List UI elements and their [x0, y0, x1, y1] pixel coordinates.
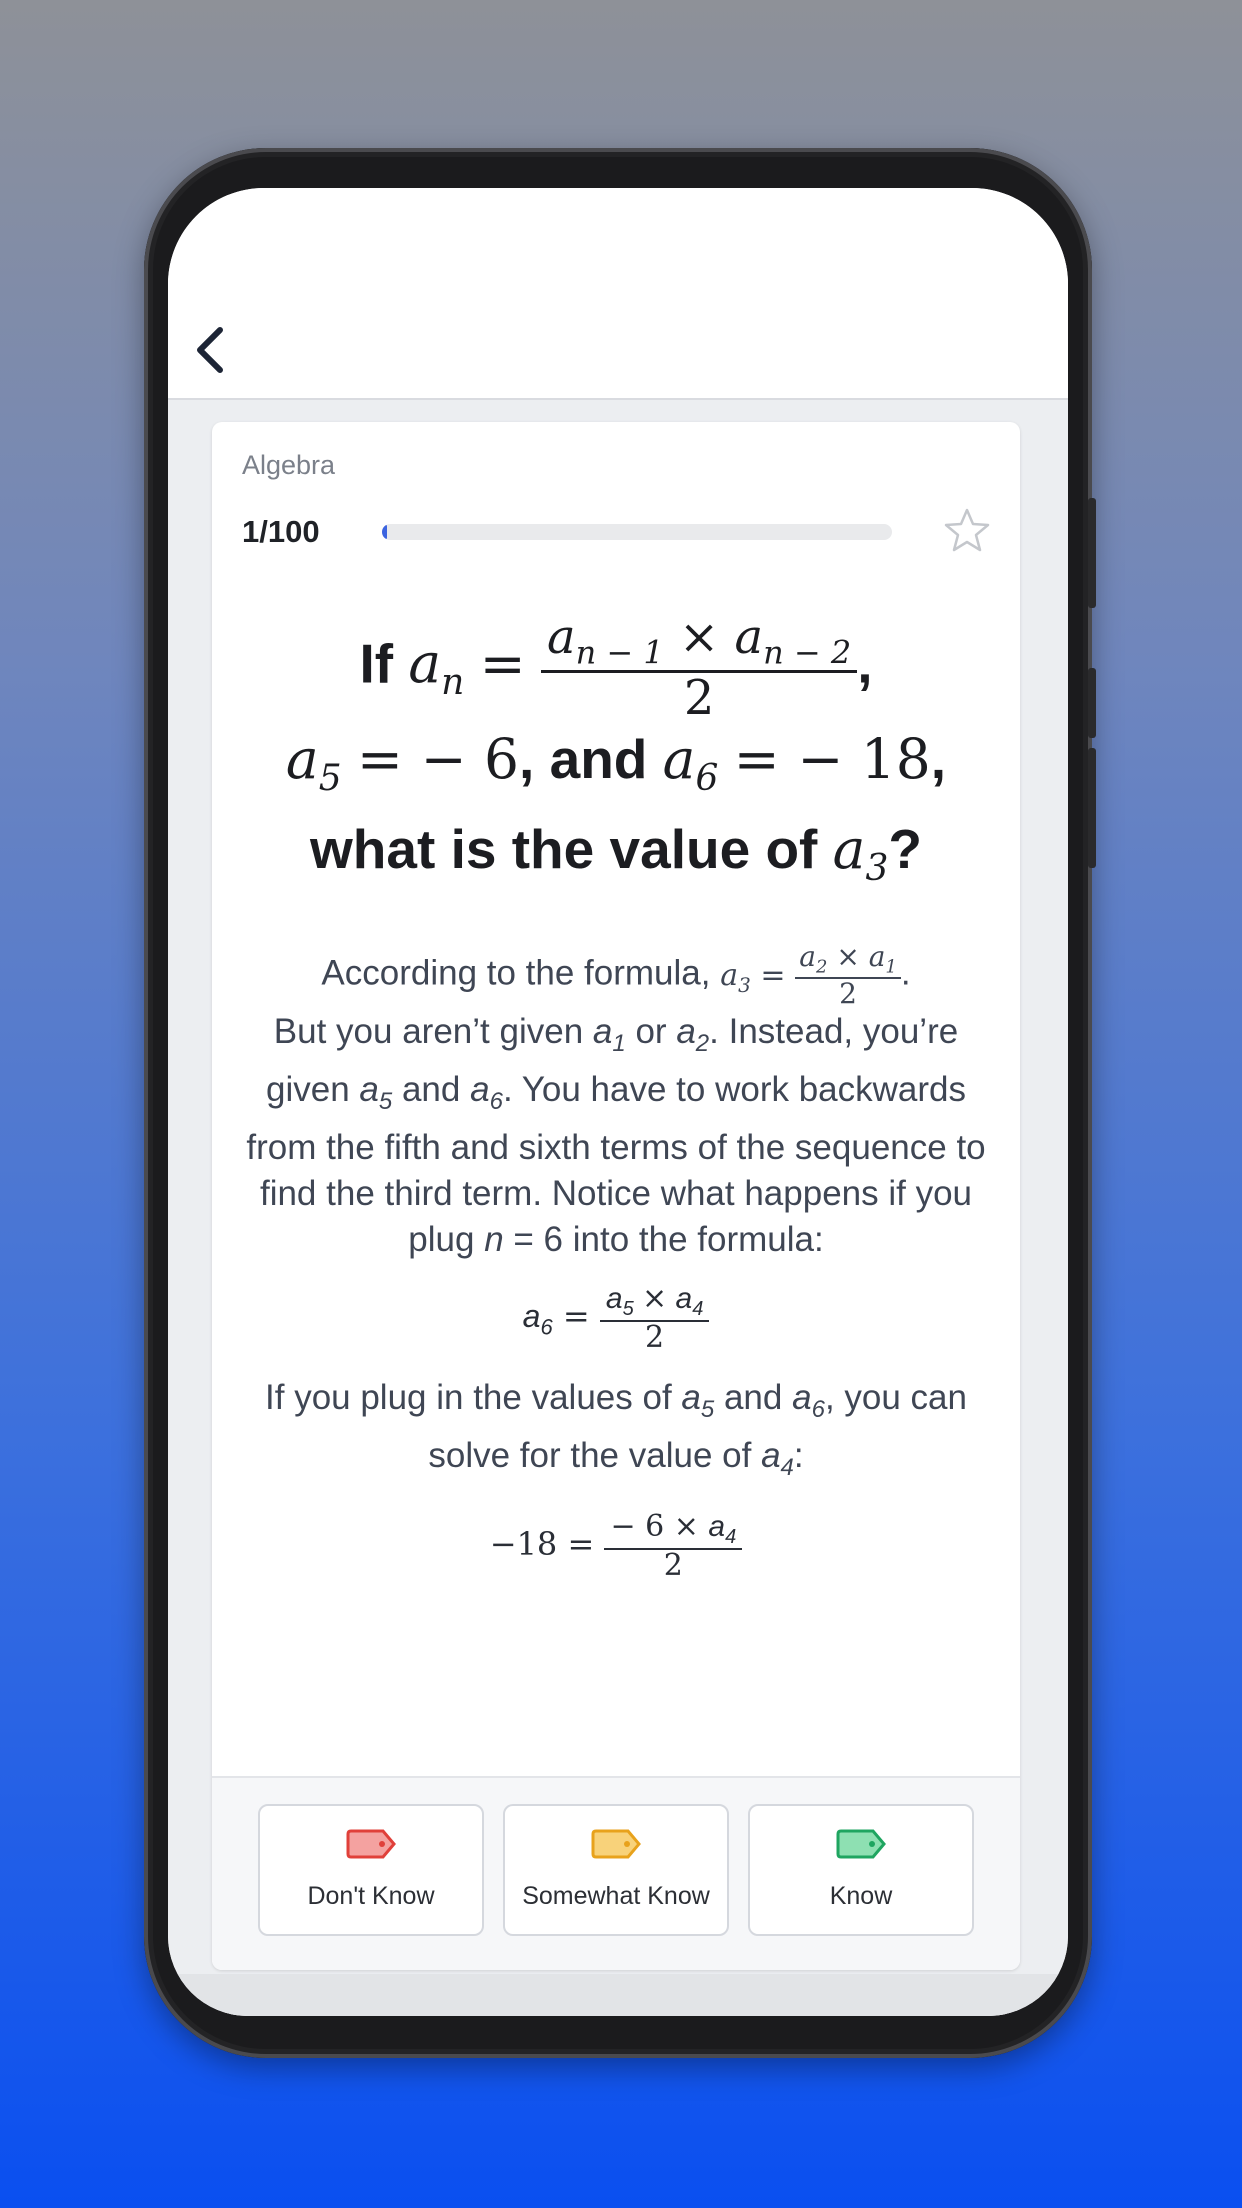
know-label: Know — [829, 1882, 893, 1910]
explanation-paragraph-3: If you plug in the values of $a_5$ and $a_6$, you can solve for the value of $a_4$: — [265, 1378, 967, 1482]
equation-minus18: −18 = $\frac{- 6 \times a_4}{2}$ — [242, 1511, 990, 1582]
tag-icon — [345, 1828, 397, 1860]
progress-fill — [382, 524, 387, 540]
know-button[interactable] — [748, 1804, 974, 1936]
somewhat-know-button[interactable] — [503, 1804, 729, 1936]
screen — [168, 188, 1068, 2016]
somewhat-know-label: Somewhat Know — [522, 1882, 710, 1910]
phone-frame — [144, 148, 1092, 2058]
question-fraction: $\frac{a_{n - 1} \times a_{n - 2}}{2}$ — [541, 612, 857, 724]
chevron-left-icon — [182, 320, 242, 380]
formula-fraction: $\frac{a_2 \times a_1}{2}$ — [795, 942, 901, 1009]
card-counter: 1/100 — [242, 514, 320, 549]
tag-icon — [835, 1828, 887, 1860]
explanation-text — [242, 942, 990, 1604]
dont-know-label: Don't Know — [307, 1882, 435, 1910]
question-line-3: what is the value of $a_3$? — [310, 816, 922, 889]
explanation-paragraph-2: But you aren’t given $a_1$ or $a_2$. Instead, you’re given $a_5$ and $a_6$. You have to work backwards from the fifth and sixth terms of the sequence to find the third term. Notice what happens if you plug n = 6 into the formula: — [246, 1011, 986, 1259]
power-button — [1088, 498, 1096, 608]
bookmark-button[interactable] — [942, 506, 992, 556]
volume-button — [1088, 668, 1096, 738]
back-button[interactable] — [182, 320, 242, 380]
equation-a6: $a_6$ = $\frac{a_5 \times a_4}{2}$ — [242, 1283, 990, 1354]
flashcard — [212, 422, 1020, 1970]
category-label: Algebra — [242, 450, 336, 480]
question-line-2: $a_5$ = − 6, and $a_6$ = − 18, — [285, 726, 947, 799]
tag-icon — [590, 1828, 642, 1860]
star-outline-icon — [942, 506, 992, 556]
dont-know-button[interactable] — [258, 1804, 484, 1936]
question-text — [232, 609, 1000, 904]
progress-bar — [382, 524, 892, 540]
app-bar — [168, 188, 1068, 400]
question-line-1: If $a_n$ = $\frac{a_{n - 1} \times a_{n - 2}}{2}$ , — [359, 609, 873, 727]
bottom-bar — [168, 1974, 1068, 2016]
rating-footer — [212, 1776, 1020, 1970]
volume-button-lower — [1088, 748, 1096, 868]
explanation-paragraph-1: According to the formula, $a_3$ = $\frac{a_2 \times a_1}{2}$ . — [321, 940, 911, 1011]
